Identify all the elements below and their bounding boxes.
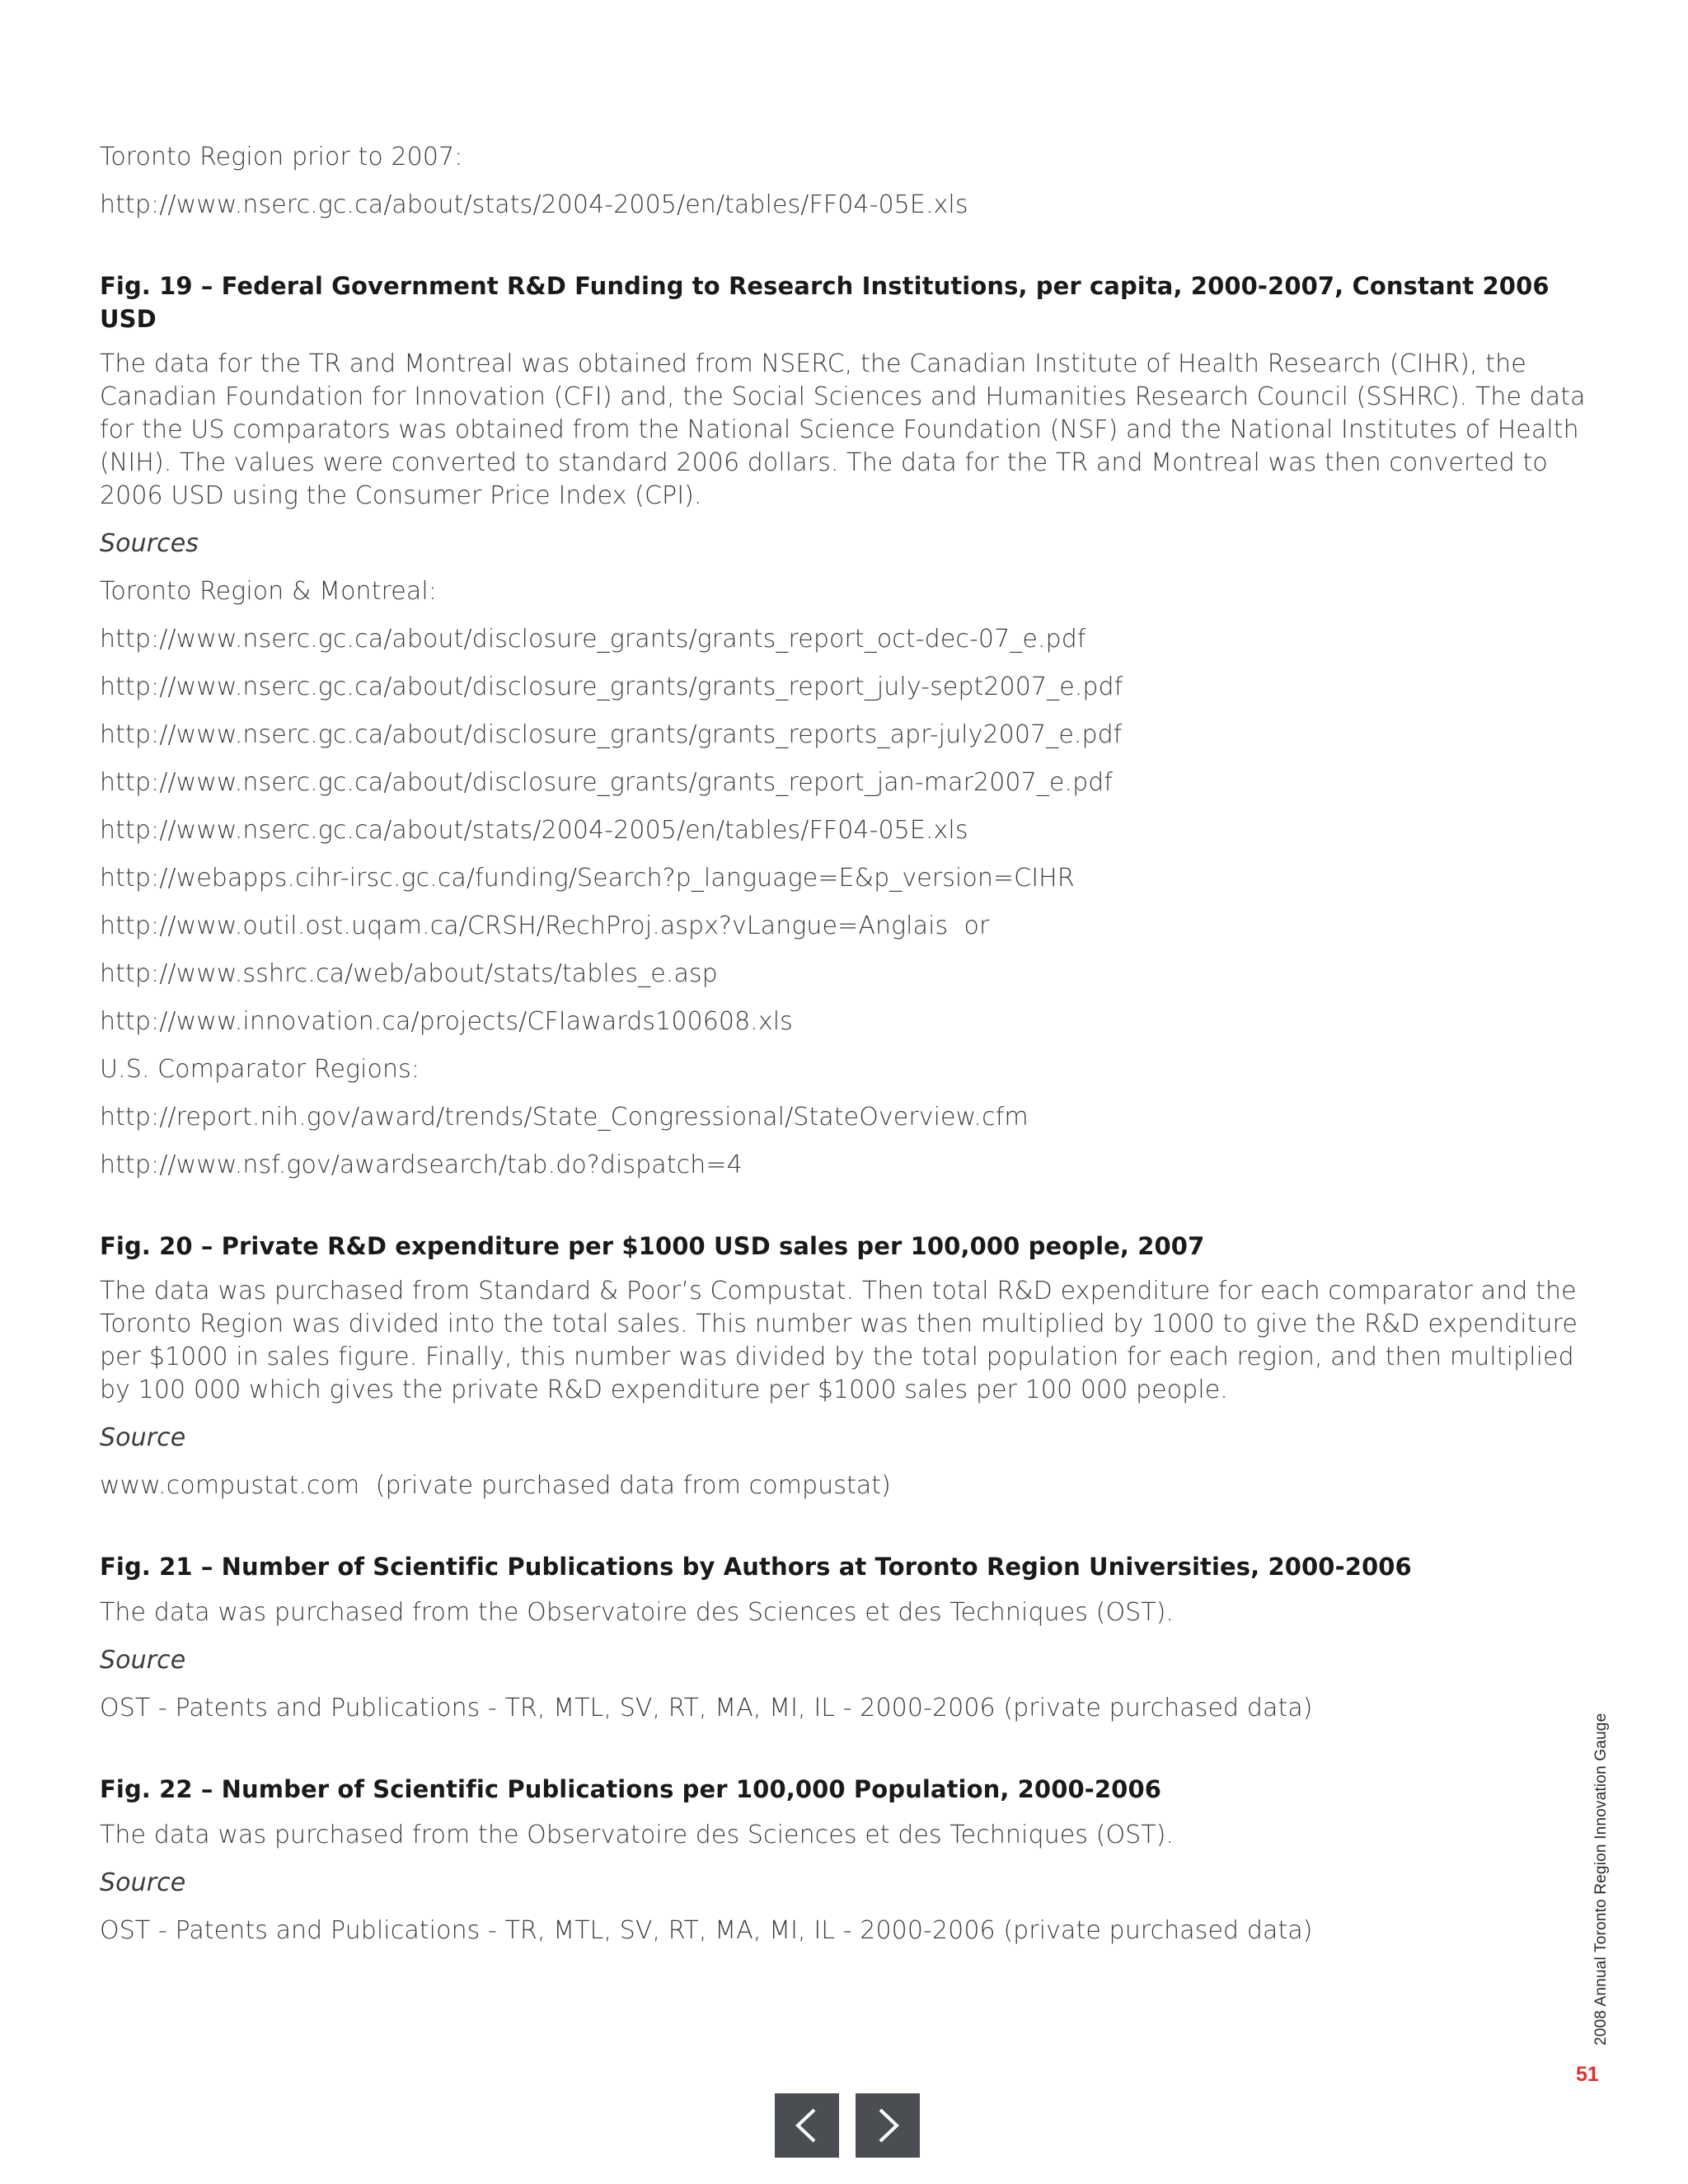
- fig19-tr-url: http://www.outil.ost.uqam.ca/CRSH/RechProj.aspx?vLangue=Anglais or: [100, 912, 990, 940]
- intro-label: Toronto Region prior to 2007:: [100, 143, 463, 171]
- fig19-tr-url: http://www.sshrc.ca/web/about/stats/tables_e.asp: [100, 959, 718, 988]
- fig19-body-line: 2006 USD using the Consumer Price Index (CPI).: [100, 481, 702, 510]
- fig19-tr-url: http://www.nserc.gc.ca/about/disclosure_grants/grants_reports_apr-july2007_e.pdf: [100, 720, 1123, 749]
- fig20-body-line: per $1000 in sales figure. Finally, this number was divided by the total population for each region, and then multiplied: [100, 1343, 1574, 1371]
- fig20-body-line: by 100 000 which gives the private R&D expenditure per $1000 sales per 100 000 people.: [100, 1376, 1228, 1404]
- intro-url: http://www.nserc.gc.ca/about/stats/2004-2005/en/tables/FF04-05E.xls: [100, 190, 968, 219]
- fig19-tr-url: http://www.nserc.gc.ca/about/stats/2004-2005/en/tables/FF04-05E.xls: [100, 816, 968, 845]
- fig20-heading: Fig. 20 – Private R&D expenditure per $1000 USD sales per 100,000 people, 2007: [100, 1232, 1205, 1260]
- fig20-body-line: The data was purchased from Standard & Poor’s Compustat. Then total R&D expenditure for each comparator and the: [100, 1277, 1577, 1305]
- fig21-source: OST - Patents and Publications - TR, MTL, SV, RT, MA, MI, IL - 2000-2006 (private purchased data): [100, 1694, 1313, 1722]
- fig19-us-url: http://www.nsf.gov/awardsearch/tab.do?dispatch=4: [100, 1151, 743, 1179]
- fig19-tr-label: Toronto Region & Montreal:: [100, 577, 437, 606]
- fig21-source-label: Source: [100, 1646, 186, 1675]
- fig19-tr-url: http://www.nserc.gc.ca/about/disclosure_grants/grants_report_oct-dec-07_e.pdf: [100, 625, 1086, 654]
- fig19-tr-url: http://webapps.cihr-irsc.gc.ca/funding/Search?p_language=E&p_version=CIHR: [100, 864, 1075, 893]
- fig20-body-line: Toronto Region was divided into the total sales. This number was then multiplied by 1000 to give the R&D expenditure: [100, 1310, 1578, 1338]
- fig22-body: The data was purchased from the Observatoire des Sciences et des Techniques (OST).: [100, 1821, 1175, 1849]
- fig22-source-label: Source: [100, 1868, 186, 1897]
- fig21-heading: Fig. 21 – Number of Scientific Publications by Authors at Toronto Region Universities, 2000-2006: [100, 1553, 1412, 1581]
- fig19-us-url: http://report.nih.gov/award/trends/State_Congressional/StateOverview.cfm: [100, 1103, 1029, 1132]
- fig19-tr-url: http://www.nserc.gc.ca/about/disclosure_grants/grants_report_july-sept2007_e.pdf: [100, 673, 1123, 701]
- fig19-us-label: U.S. Comparator Regions:: [100, 1055, 420, 1084]
- previous-page-button[interactable]: [775, 2093, 839, 2158]
- fig20-source: www.compustat.com (private purchased data from compustat): [100, 1471, 891, 1500]
- fig22-source: OST - Patents and Publications - TR, MTL, SV, RT, MA, MI, IL - 2000-2006 (private purchased data): [100, 1916, 1313, 1945]
- chevron-right-icon: [867, 2105, 908, 2146]
- fig19-body-line: The data for the TR and Montreal was obtained from NSERC, the Canadian Institute of Health Research (CIHR), the: [100, 349, 1526, 378]
- fig19-body-line: Canadian Foundation for Innovation (CFI) and, the Social Sciences and Humanities Research Council (SSHRC). The data: [100, 382, 1586, 411]
- fig19-tr-url: http://www.innovation.ca/projects/CFIawards100608.xls: [100, 1007, 793, 1036]
- chevron-left-icon: [786, 2105, 828, 2146]
- fig21-body: The data was purchased from the Observatoire des Sciences et des Techniques (OST).: [100, 1598, 1175, 1627]
- report-title-vertical: 2008 Annual Toronto Region Innovation Gauge: [1592, 1713, 1610, 2046]
- fig19-sources-label: Sources: [100, 529, 199, 558]
- fig19-body: [100, 348, 1586, 513]
- fig20-source-label: Source: [100, 1423, 186, 1452]
- fig20-body: [100, 1275, 1578, 1407]
- page-number: 51: [1576, 2063, 1599, 2086]
- fig22-heading: Fig. 22 – Number of Scientific Publications per 100,000 Population, 2000-2006: [100, 1775, 1162, 1803]
- next-page-button[interactable]: [856, 2093, 920, 2158]
- fig19-heading: Fig. 19 – Federal Government R&D Funding to Research Institutions, per capita, 2000-2007, Constant 2006 USD: [100, 272, 1550, 333]
- fig19-tr-url: http://www.nserc.gc.ca/about/disclosure_grants/grants_report_jan-mar2007_e.pdf: [100, 768, 1114, 797]
- fig19-body-line: (NIH). The values were converted to standard 2006 dollars. The data for the TR and Montreal was then converted to: [100, 448, 1548, 477]
- fig19-body-line: for the US comparators was obtained from the National Science Foundation (NSF) and the National Institutes of Health: [100, 415, 1579, 444]
- document-body: [100, 140, 1586, 1961]
